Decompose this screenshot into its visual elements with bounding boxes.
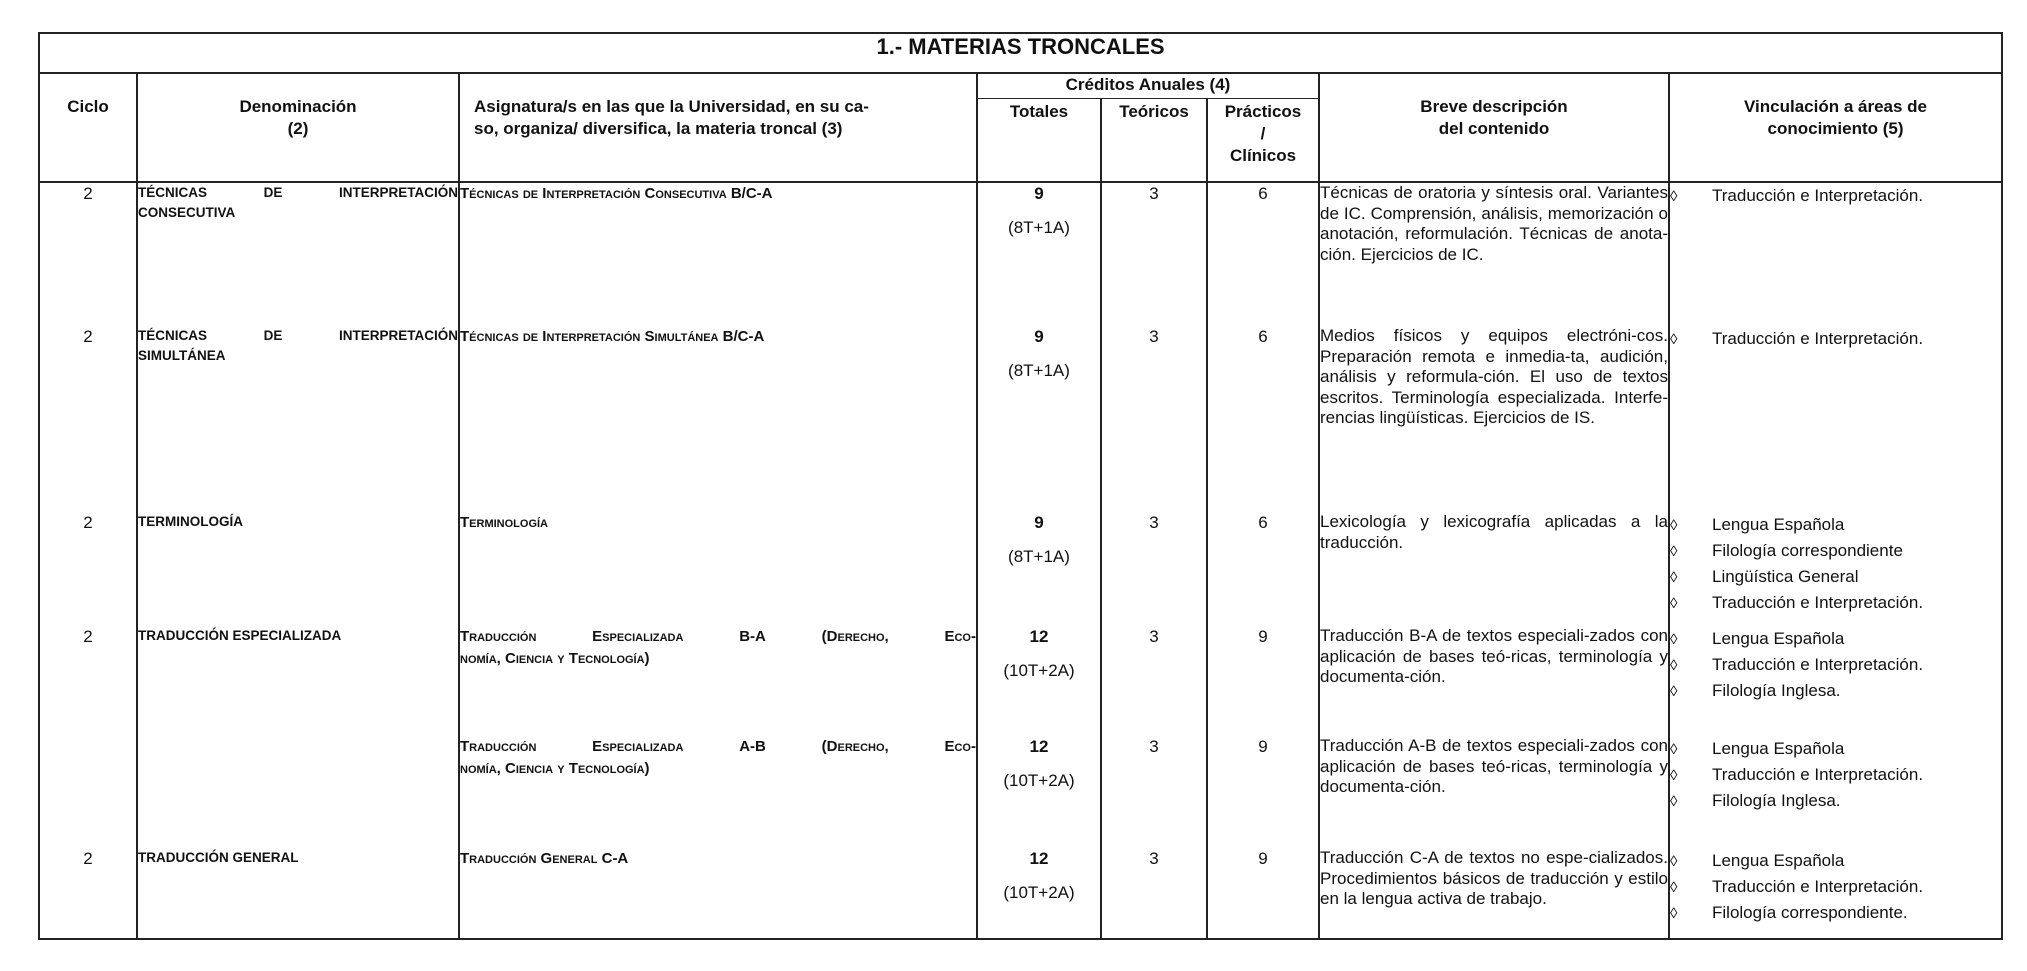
asig-word: Traducción xyxy=(460,738,537,755)
denom-word: DE xyxy=(263,328,283,343)
header-teoricos: Teóricos xyxy=(1101,99,1207,183)
denom-line2: CONSECUTIVA xyxy=(138,205,236,220)
header-asignatura xyxy=(459,73,977,182)
cell-practicos: 9 xyxy=(1207,848,1319,939)
cell-ciclo: 2 xyxy=(39,182,137,326)
area-name: Filología Inglesa. xyxy=(1712,791,1841,810)
area-name: Filología correspondiente xyxy=(1712,541,1903,560)
cell-descripcion: Traducción B-A de textos especiali-zados con aplicación de bases teó-ricas, terminología y documenta-ción. xyxy=(1319,626,1669,736)
area-name: Traducción e Interpretación. xyxy=(1712,877,1924,896)
asig-word: Eco- xyxy=(944,738,976,755)
areas-list xyxy=(1670,626,2001,704)
diamond-bullet-icon: ◊ xyxy=(1670,331,1678,348)
header-vinculacion xyxy=(1669,73,2002,182)
header-ciclo: Ciclo xyxy=(39,73,137,182)
cell-teoricos: 3 xyxy=(1101,512,1207,626)
diamond-bullet-icon: ◊ xyxy=(1670,683,1678,700)
cell-denominacion: TERMINOLOGÍA xyxy=(137,512,459,626)
cell-practicos: 9 xyxy=(1207,736,1319,848)
areas-list xyxy=(1670,326,2001,352)
header-descripcion xyxy=(1319,73,1669,182)
cell-vinculacion xyxy=(1669,326,2002,512)
table-row xyxy=(39,736,2002,848)
cell-asignatura xyxy=(459,736,977,848)
cell-ciclo: 2 xyxy=(39,848,137,939)
cell-vinculacion xyxy=(1669,736,2002,848)
asig-word: A-B xyxy=(739,738,766,755)
totales-value: 12 xyxy=(1029,849,1049,868)
cell-ciclo: 2 xyxy=(39,512,137,626)
asig-line2: nomía, Ciencia y Tecnología) xyxy=(460,650,650,667)
list-item xyxy=(1670,874,2001,900)
totales-split: (8T+1A) xyxy=(1008,361,1070,380)
cell-totales xyxy=(977,512,1101,626)
totales-split: (8T+1A) xyxy=(1008,547,1070,566)
header-descripcion-line1: Breve descripción xyxy=(1420,97,1568,116)
cell-totales xyxy=(977,626,1101,736)
cell-practicos: 6 xyxy=(1207,326,1319,512)
header-practicos-line2: / xyxy=(1260,124,1266,143)
cell-practicos: 6 xyxy=(1207,182,1319,326)
cell-asignatura xyxy=(459,626,977,736)
header-vinculacion-line2: conocimiento (5) xyxy=(1767,119,1904,138)
cell-asignatura: Técnicas de Interpretación Simultánea B/C-A xyxy=(459,326,977,512)
diamond-bullet-icon: ◊ xyxy=(1670,595,1678,612)
area-name: Traducción e Interpretación. xyxy=(1712,329,1924,348)
areas-list xyxy=(1670,848,2001,926)
cell-teoricos: 3 xyxy=(1101,626,1207,736)
table-row xyxy=(39,848,2002,939)
asig-word: Especializada xyxy=(592,628,684,645)
diamond-bullet-icon: ◊ xyxy=(1670,188,1678,205)
cell-denominacion xyxy=(137,182,459,326)
list-item xyxy=(1670,326,2001,352)
list-item xyxy=(1670,538,2001,564)
header-creditos-anuales: Créditos Anuales (4) xyxy=(977,73,1319,99)
cell-descripcion: Traducción A-B de textos especiali-zados con aplicación de bases teó-ricas, terminología y documenta-ción. xyxy=(1319,736,1669,848)
cell-denominacion: TRADUCCIÓN GENERAL xyxy=(137,848,459,939)
cell-vinculacion xyxy=(1669,182,2002,326)
denom-word: INTERPRETACIÓN xyxy=(338,328,458,343)
cell-teoricos: 3 xyxy=(1101,736,1207,848)
cell-descripcion: Traducción C-A de textos no espe-cializados. Procedimientos básicos de traducción y estilo en la lengua activa de trabajo. xyxy=(1319,848,1669,939)
asig-word: (Derecho, xyxy=(821,628,889,645)
area-name: Traducción e Interpretación. xyxy=(1712,765,1924,784)
asig-line2: nomía, Ciencia y Tecnología) xyxy=(460,760,650,777)
cell-ciclo: 2 xyxy=(39,626,137,736)
list-item xyxy=(1670,900,2001,926)
area-name: Traducción e Interpretación. xyxy=(1712,655,1924,674)
list-item xyxy=(1670,590,2001,616)
table-row xyxy=(39,182,2002,326)
asig-word: Traducción xyxy=(460,628,537,645)
areas-list xyxy=(1670,736,2001,814)
header-totales: Totales xyxy=(977,99,1101,183)
cell-descripcion: Técnicas de oratoria y síntesis oral. Variantes de IC. Comprensión, análisis, memorización o anotación, reformulación. Técnicas de anota-ción. Ejercicios de IC. xyxy=(1319,182,1669,326)
areas-list xyxy=(1670,183,2001,209)
totales-value: 9 xyxy=(1034,184,1044,203)
asig-word: Eco- xyxy=(944,628,976,645)
cell-totales xyxy=(977,182,1101,326)
cell-totales xyxy=(977,848,1101,939)
totales-value: 9 xyxy=(1034,327,1044,346)
table-row xyxy=(39,626,2002,736)
list-item xyxy=(1670,183,2001,209)
diamond-bullet-icon: ◊ xyxy=(1670,543,1678,560)
cell-asignatura: Técnicas de Interpretación Consecutiva B/C-A xyxy=(459,182,977,326)
denom-word: DE xyxy=(263,185,283,200)
header-practicos-line1: Prácticos xyxy=(1224,102,1302,121)
cell-ciclo xyxy=(39,736,137,848)
totales-value: 9 xyxy=(1034,513,1044,532)
diamond-bullet-icon: ◊ xyxy=(1670,879,1678,896)
cell-teoricos: 3 xyxy=(1101,326,1207,512)
cell-denominacion xyxy=(137,326,459,512)
cell-practicos: 9 xyxy=(1207,626,1319,736)
denom-word: TÉCNICAS xyxy=(138,328,208,343)
totales-split: (8T+1A) xyxy=(1008,218,1070,237)
area-name: Lingüística General xyxy=(1712,567,1859,586)
header-denominacion xyxy=(137,73,459,182)
asig-word: B-A xyxy=(739,628,766,645)
diamond-bullet-icon: ◊ xyxy=(1670,793,1678,810)
area-name: Traducción e Interpretación. xyxy=(1712,593,1924,612)
list-item xyxy=(1670,848,2001,874)
table-row xyxy=(39,512,2002,626)
header-denominacion-line2: (2) xyxy=(287,119,309,138)
materias-troncales-page xyxy=(38,32,2001,940)
cell-vinculacion xyxy=(1669,848,2002,939)
cell-denominacion xyxy=(137,736,459,848)
diamond-bullet-icon: ◊ xyxy=(1670,853,1678,870)
area-name: Lengua Española xyxy=(1712,739,1845,758)
cell-ciclo: 2 xyxy=(39,326,137,512)
header-denominacion-line1: Denominación xyxy=(239,97,357,116)
area-name: Filología Inglesa. xyxy=(1712,681,1841,700)
totales-split: (10T+2A) xyxy=(1003,883,1075,902)
cell-practicos: 6 xyxy=(1207,512,1319,626)
list-item xyxy=(1670,678,2001,704)
diamond-bullet-icon: ◊ xyxy=(1670,741,1678,758)
cell-teoricos: 3 xyxy=(1101,848,1207,939)
totales-value: 12 xyxy=(1029,627,1049,646)
cell-asignatura: Traducción General C-A xyxy=(459,848,977,939)
diamond-bullet-icon: ◊ xyxy=(1670,657,1678,674)
header-practicos-line3: Clínicos xyxy=(1229,146,1297,165)
cell-descripcion: Medios físicos y equipos electróni-cos. Preparación remota e inmedia-ta, audición, análisis y reformula-ción. El uso de textos escritos. Terminología especializada. Interfe-rencias lingüísticas. Ejercicios de IS. xyxy=(1319,326,1669,512)
diamond-bullet-icon: ◊ xyxy=(1670,905,1678,922)
cell-descripcion: Lexicología y lexicografía aplicadas a la traducción. xyxy=(1319,512,1669,626)
header-vinculacion-line1: Vinculación a áreas de xyxy=(1744,97,1928,116)
denom-word: INTERPRETACIÓN xyxy=(338,185,458,200)
totales-value: 12 xyxy=(1029,737,1049,756)
diamond-bullet-icon: ◊ xyxy=(1670,517,1678,534)
list-item xyxy=(1670,762,2001,788)
areas-list xyxy=(1670,512,2001,616)
cell-totales xyxy=(977,736,1101,848)
materias-troncales-table xyxy=(38,32,2003,940)
denom-word: TÉCNICAS xyxy=(138,185,208,200)
asig-word: Especializada xyxy=(592,738,684,755)
diamond-bullet-icon: ◊ xyxy=(1670,631,1678,648)
cell-teoricos: 3 xyxy=(1101,182,1207,326)
cell-asignatura: Terminología xyxy=(459,512,977,626)
table-row xyxy=(39,326,2002,512)
list-item xyxy=(1670,564,2001,590)
list-item xyxy=(1670,512,2001,538)
list-item xyxy=(1670,788,2001,814)
list-item xyxy=(1670,626,2001,652)
area-name: Lengua Española xyxy=(1712,629,1845,648)
diamond-bullet-icon: ◊ xyxy=(1670,767,1678,784)
diamond-bullet-icon: ◊ xyxy=(1670,569,1678,586)
cell-totales xyxy=(977,326,1101,512)
header-practicos xyxy=(1207,99,1319,183)
list-item xyxy=(1670,736,2001,762)
cell-denominacion: TRADUCCIÓN ESPECIALIZADA xyxy=(137,626,459,736)
list-item xyxy=(1670,652,2001,678)
area-name: Lengua Española xyxy=(1712,515,1845,534)
header-asignatura-line1: Asignatura/s en las que la Universidad, en su ca- xyxy=(474,97,869,116)
area-name: Filología correspondiente. xyxy=(1712,903,1908,922)
table-title: 1.- MATERIAS TRONCALES xyxy=(39,33,2002,73)
area-name: Traducción e Interpretación. xyxy=(1712,186,1924,205)
asig-word: (Derecho, xyxy=(821,738,889,755)
cell-vinculacion xyxy=(1669,626,2002,736)
totales-split: (10T+2A) xyxy=(1003,771,1075,790)
denom-line2: SIMULTÁNEA xyxy=(138,348,226,363)
cell-vinculacion xyxy=(1669,512,2002,626)
header-asignatura-line2: so, organiza/ diversifica, la materia troncal (3) xyxy=(474,119,843,138)
area-name: Lengua Española xyxy=(1712,851,1845,870)
totales-split: (10T+2A) xyxy=(1003,661,1075,680)
header-descripcion-line2: del contenido xyxy=(1438,119,1550,138)
